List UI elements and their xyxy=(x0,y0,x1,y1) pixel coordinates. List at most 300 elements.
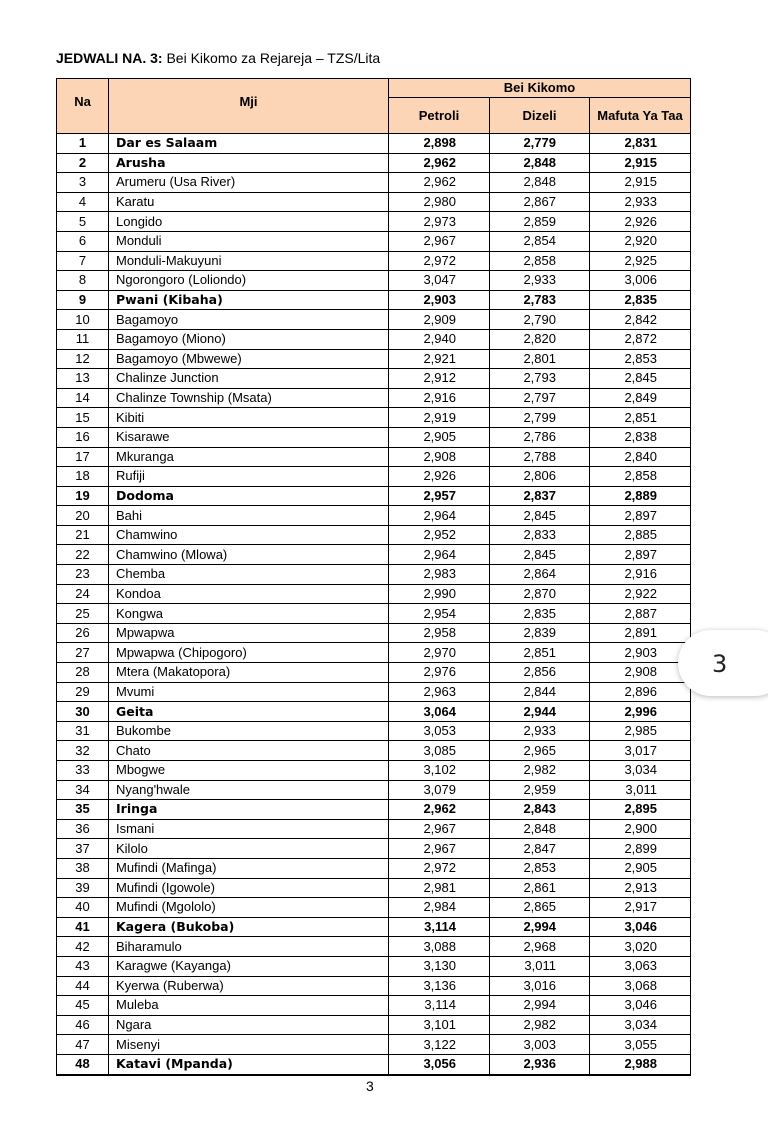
table-caption-text: Bei Kikomo za Rejareja – TZS/Lita xyxy=(166,50,381,66)
row-number: 20 xyxy=(57,506,109,526)
region-row xyxy=(57,800,691,820)
table-row xyxy=(57,447,691,467)
city-name: Ngorongoro (Loliondo) xyxy=(109,271,389,291)
city-name: Dodoma xyxy=(109,486,389,506)
petroli-price: 2,958 xyxy=(389,623,490,643)
city-name: Katavi (Mpanda) xyxy=(109,1054,389,1074)
petroli-price: 2,962 xyxy=(389,800,490,820)
dizeli-price: 2,848 xyxy=(490,819,590,839)
dizeli-price: 2,864 xyxy=(490,565,590,585)
city-name: Biharamulo xyxy=(109,937,389,957)
table-row xyxy=(57,545,691,565)
city-name: Ismani xyxy=(109,819,389,839)
dizeli-price: 2,806 xyxy=(490,467,590,487)
dizeli-price: 2,994 xyxy=(490,917,590,937)
fuel-price-table xyxy=(56,78,691,1076)
dizeli-price: 2,844 xyxy=(490,682,590,702)
city-name: Mbogwe xyxy=(109,761,389,781)
table-row xyxy=(57,761,691,781)
dizeli-price: 2,867 xyxy=(490,192,590,212)
mafuta-ya-taa-price: 3,068 xyxy=(590,976,691,996)
mafuta-ya-taa-price: 2,917 xyxy=(590,898,691,918)
row-number: 46 xyxy=(57,1015,109,1035)
region-row xyxy=(57,134,691,154)
mafuta-ya-taa-price: 2,925 xyxy=(590,251,691,271)
mafuta-ya-taa-price: 2,915 xyxy=(590,173,691,193)
table-row xyxy=(57,271,691,291)
table-row xyxy=(57,956,691,976)
dizeli-price: 2,856 xyxy=(490,663,590,683)
row-number: 35 xyxy=(57,800,109,820)
row-number: 43 xyxy=(57,956,109,976)
row-number: 44 xyxy=(57,976,109,996)
city-name: Chamwino xyxy=(109,525,389,545)
dizeli-price: 2,845 xyxy=(490,545,590,565)
city-name: Arusha xyxy=(109,153,389,173)
city-name: Bagamoyo (Mbwewe) xyxy=(109,349,389,369)
table-row xyxy=(57,212,691,232)
dizeli-price: 2,865 xyxy=(490,898,590,918)
mafuta-ya-taa-price: 2,853 xyxy=(590,349,691,369)
mafuta-ya-taa-price: 2,996 xyxy=(590,702,691,722)
column-group-header-bei-kikomo: Bei Kikomo xyxy=(389,79,691,98)
dizeli-price: 2,933 xyxy=(490,271,590,291)
page-indicator-number: 3 xyxy=(712,650,728,678)
table-row xyxy=(57,1035,691,1055)
mafuta-ya-taa-price: 2,920 xyxy=(590,231,691,251)
city-name: Kilolo xyxy=(109,839,389,859)
petroli-price: 2,964 xyxy=(389,506,490,526)
dizeli-price: 2,859 xyxy=(490,212,590,232)
petroli-price: 2,962 xyxy=(389,153,490,173)
city-name: Kisarawe xyxy=(109,427,389,447)
table-row xyxy=(57,976,691,996)
page-indicator-badge[interactable] xyxy=(678,630,768,696)
row-number: 25 xyxy=(57,604,109,624)
petroli-price: 2,912 xyxy=(389,369,490,389)
dizeli-price: 3,003 xyxy=(490,1035,590,1055)
city-name: Mufindi (Mafinga) xyxy=(109,858,389,878)
dizeli-price: 2,779 xyxy=(490,134,590,154)
row-number: 48 xyxy=(57,1054,109,1074)
petroli-price: 2,905 xyxy=(389,427,490,447)
row-number: 32 xyxy=(57,741,109,761)
mafuta-ya-taa-price: 2,845 xyxy=(590,369,691,389)
row-number: 41 xyxy=(57,917,109,937)
mafuta-ya-taa-price: 2,908 xyxy=(590,663,691,683)
mafuta-ya-taa-price: 3,020 xyxy=(590,937,691,957)
petroli-price: 3,136 xyxy=(389,976,490,996)
table-row xyxy=(57,878,691,898)
dizeli-price: 2,845 xyxy=(490,506,590,526)
region-row xyxy=(57,486,691,506)
petroli-price: 3,085 xyxy=(389,741,490,761)
mafuta-ya-taa-price: 2,903 xyxy=(590,643,691,663)
mafuta-ya-taa-price: 2,897 xyxy=(590,506,691,526)
mafuta-ya-taa-price: 3,055 xyxy=(590,1035,691,1055)
petroli-price: 2,970 xyxy=(389,643,490,663)
city-name: Arumeru (Usa River) xyxy=(109,173,389,193)
table-row xyxy=(57,663,691,683)
row-number: 21 xyxy=(57,525,109,545)
petroli-price: 3,122 xyxy=(389,1035,490,1055)
petroli-price: 2,919 xyxy=(389,408,490,428)
city-name: Kyerwa (Ruberwa) xyxy=(109,976,389,996)
city-name: Bukombe xyxy=(109,721,389,741)
row-number: 42 xyxy=(57,937,109,957)
petroli-price: 2,921 xyxy=(389,349,490,369)
table-row xyxy=(57,427,691,447)
dizeli-price: 2,870 xyxy=(490,584,590,604)
city-name: Kibiti xyxy=(109,408,389,428)
column-header-mafuta-ya-taa: Mafuta Ya Taa xyxy=(590,98,691,134)
table-row xyxy=(57,1015,691,1035)
table-row xyxy=(57,173,691,193)
dizeli-price: 2,788 xyxy=(490,447,590,467)
dizeli-price: 3,011 xyxy=(490,956,590,976)
table-row xyxy=(57,251,691,271)
dizeli-price: 2,982 xyxy=(490,761,590,781)
petroli-price: 2,940 xyxy=(389,329,490,349)
table-row xyxy=(57,565,691,585)
city-name: Karagwe (Kayanga) xyxy=(109,956,389,976)
dizeli-price: 2,959 xyxy=(490,780,590,800)
mafuta-ya-taa-price: 2,913 xyxy=(590,878,691,898)
dizeli-price: 2,944 xyxy=(490,702,590,722)
dizeli-price: 2,839 xyxy=(490,623,590,643)
row-number: 23 xyxy=(57,565,109,585)
table-row xyxy=(57,858,691,878)
table-row xyxy=(57,623,691,643)
petroli-price: 2,967 xyxy=(389,839,490,859)
mafuta-ya-taa-price: 2,922 xyxy=(590,584,691,604)
dizeli-price: 2,847 xyxy=(490,839,590,859)
city-name: Geita xyxy=(109,702,389,722)
row-number: 17 xyxy=(57,447,109,467)
city-name: Rufiji xyxy=(109,467,389,487)
dizeli-price: 2,854 xyxy=(490,231,590,251)
row-number: 24 xyxy=(57,584,109,604)
mafuta-ya-taa-price: 2,915 xyxy=(590,153,691,173)
row-number: 19 xyxy=(57,486,109,506)
column-header-dizeli: Dizeli xyxy=(490,98,590,134)
city-name: Ngara xyxy=(109,1015,389,1035)
region-row xyxy=(57,917,691,937)
petroli-price: 3,114 xyxy=(389,917,490,937)
table-caption xyxy=(56,48,380,68)
dizeli-price: 2,790 xyxy=(490,310,590,330)
dizeli-price: 2,797 xyxy=(490,388,590,408)
city-name: Mufindi (Igowole) xyxy=(109,878,389,898)
city-name: Chalinze Township (Msata) xyxy=(109,388,389,408)
city-name: Karatu xyxy=(109,192,389,212)
dizeli-price: 2,843 xyxy=(490,800,590,820)
mafuta-ya-taa-price: 2,896 xyxy=(590,682,691,702)
table-row xyxy=(57,584,691,604)
city-name: Chemba xyxy=(109,565,389,585)
row-number: 31 xyxy=(57,721,109,741)
mafuta-ya-taa-price: 2,885 xyxy=(590,525,691,545)
row-number: 29 xyxy=(57,682,109,702)
dizeli-price: 2,853 xyxy=(490,858,590,878)
row-number: 15 xyxy=(57,408,109,428)
column-header-petroli: Petroli xyxy=(389,98,490,134)
city-name: Mtera (Makatopora) xyxy=(109,663,389,683)
table-row xyxy=(57,780,691,800)
table-row xyxy=(57,467,691,487)
mafuta-ya-taa-price: 2,985 xyxy=(590,721,691,741)
table-body xyxy=(57,134,691,1075)
mafuta-ya-taa-price: 2,988 xyxy=(590,1054,691,1074)
mafuta-ya-taa-price: 2,926 xyxy=(590,212,691,232)
petroli-price: 2,952 xyxy=(389,525,490,545)
petroli-price: 2,967 xyxy=(389,819,490,839)
row-number: 12 xyxy=(57,349,109,369)
dizeli-price: 2,793 xyxy=(490,369,590,389)
dizeli-price: 2,801 xyxy=(490,349,590,369)
petroli-price: 3,130 xyxy=(389,956,490,976)
table-row xyxy=(57,996,691,1016)
table-row xyxy=(57,369,691,389)
table-row xyxy=(57,388,691,408)
row-number: 11 xyxy=(57,329,109,349)
row-number: 2 xyxy=(57,153,109,173)
table-row xyxy=(57,819,691,839)
row-number: 38 xyxy=(57,858,109,878)
city-name: Mkuranga xyxy=(109,447,389,467)
petroli-price: 3,053 xyxy=(389,721,490,741)
mafuta-ya-taa-price: 3,034 xyxy=(590,1015,691,1035)
petroli-price: 2,908 xyxy=(389,447,490,467)
mafuta-ya-taa-price: 3,046 xyxy=(590,996,691,1016)
dizeli-price: 2,965 xyxy=(490,741,590,761)
petroli-price: 2,967 xyxy=(389,231,490,251)
region-row xyxy=(57,290,691,310)
row-number: 34 xyxy=(57,780,109,800)
city-name: Bagamoyo xyxy=(109,310,389,330)
dizeli-price: 2,933 xyxy=(490,721,590,741)
mafuta-ya-taa-price: 3,006 xyxy=(590,271,691,291)
city-name: Muleba xyxy=(109,996,389,1016)
mafuta-ya-taa-price: 2,851 xyxy=(590,408,691,428)
row-number: 27 xyxy=(57,643,109,663)
dizeli-price: 2,858 xyxy=(490,251,590,271)
mafuta-ya-taa-price: 3,017 xyxy=(590,741,691,761)
mafuta-ya-taa-price: 2,858 xyxy=(590,467,691,487)
row-number: 36 xyxy=(57,819,109,839)
row-number: 1 xyxy=(57,134,109,154)
petroli-price: 2,964 xyxy=(389,545,490,565)
city-name: Monduli-Makuyuni xyxy=(109,251,389,271)
petroli-price: 2,954 xyxy=(389,604,490,624)
table-row xyxy=(57,839,691,859)
row-number: 28 xyxy=(57,663,109,683)
dizeli-price: 2,994 xyxy=(490,996,590,1016)
mafuta-ya-taa-price: 3,034 xyxy=(590,761,691,781)
petroli-price: 2,972 xyxy=(389,858,490,878)
page-number: 3 xyxy=(366,1078,374,1094)
petroli-price: 2,898 xyxy=(389,134,490,154)
city-name: Mufindi (Mgololo) xyxy=(109,898,389,918)
table-row xyxy=(57,192,691,212)
table-row xyxy=(57,937,691,957)
dizeli-price: 2,786 xyxy=(490,427,590,447)
petroli-price: 2,926 xyxy=(389,467,490,487)
city-name: Chato xyxy=(109,741,389,761)
city-name: Bahi xyxy=(109,506,389,526)
dizeli-price: 2,835 xyxy=(490,604,590,624)
city-name: Misenyi xyxy=(109,1035,389,1055)
row-number: 9 xyxy=(57,290,109,310)
petroli-price: 2,983 xyxy=(389,565,490,585)
mafuta-ya-taa-price: 2,891 xyxy=(590,623,691,643)
table-row xyxy=(57,231,691,251)
row-number: 22 xyxy=(57,545,109,565)
petroli-price: 3,114 xyxy=(389,996,490,1016)
region-row xyxy=(57,702,691,722)
row-number: 7 xyxy=(57,251,109,271)
table-caption-label: JEDWALI NA. 3: xyxy=(56,50,163,66)
row-number: 3 xyxy=(57,173,109,193)
row-number: 30 xyxy=(57,702,109,722)
row-number: 5 xyxy=(57,212,109,232)
dizeli-price: 2,968 xyxy=(490,937,590,957)
dizeli-price: 2,833 xyxy=(490,525,590,545)
petroli-price: 2,909 xyxy=(389,310,490,330)
row-number: 6 xyxy=(57,231,109,251)
mafuta-ya-taa-price: 2,895 xyxy=(590,800,691,820)
petroli-price: 2,980 xyxy=(389,192,490,212)
city-name: Mvumi xyxy=(109,682,389,702)
table-row xyxy=(57,604,691,624)
dizeli-price: 2,848 xyxy=(490,153,590,173)
petroli-price: 3,056 xyxy=(389,1054,490,1074)
city-name: Chamwino (Mlowa) xyxy=(109,545,389,565)
row-number: 37 xyxy=(57,839,109,859)
table-row xyxy=(57,682,691,702)
mafuta-ya-taa-price: 2,900 xyxy=(590,819,691,839)
city-name: Chalinze Junction xyxy=(109,369,389,389)
dizeli-price: 2,783 xyxy=(490,290,590,310)
mafuta-ya-taa-price: 2,835 xyxy=(590,290,691,310)
table-row xyxy=(57,741,691,761)
row-number: 33 xyxy=(57,761,109,781)
petroli-price: 2,903 xyxy=(389,290,490,310)
row-number: 14 xyxy=(57,388,109,408)
city-name: Kagera (Bukoba) xyxy=(109,917,389,937)
mafuta-ya-taa-price: 2,838 xyxy=(590,427,691,447)
dizeli-price: 2,861 xyxy=(490,878,590,898)
city-name: Iringa xyxy=(109,800,389,820)
petroli-price: 2,973 xyxy=(389,212,490,232)
petroli-price: 2,963 xyxy=(389,682,490,702)
city-name: Monduli xyxy=(109,231,389,251)
petroli-price: 3,102 xyxy=(389,761,490,781)
dizeli-price: 2,848 xyxy=(490,173,590,193)
petroli-price: 3,088 xyxy=(389,937,490,957)
dizeli-price: 2,799 xyxy=(490,408,590,428)
petroli-price: 2,976 xyxy=(389,663,490,683)
region-row xyxy=(57,153,691,173)
mafuta-ya-taa-price: 2,872 xyxy=(590,329,691,349)
table-row xyxy=(57,506,691,526)
dizeli-price: 3,016 xyxy=(490,976,590,996)
dizeli-price: 2,837 xyxy=(490,486,590,506)
table-row xyxy=(57,408,691,428)
row-number: 26 xyxy=(57,623,109,643)
mafuta-ya-taa-price: 2,905 xyxy=(590,858,691,878)
mafuta-ya-taa-price: 2,831 xyxy=(590,134,691,154)
dizeli-price: 2,982 xyxy=(490,1015,590,1035)
petroli-price: 3,047 xyxy=(389,271,490,291)
petroli-price: 2,962 xyxy=(389,173,490,193)
petroli-price: 2,916 xyxy=(389,388,490,408)
dizeli-price: 2,851 xyxy=(490,643,590,663)
table-row xyxy=(57,310,691,330)
table-row xyxy=(57,349,691,369)
city-name: Longido xyxy=(109,212,389,232)
mafuta-ya-taa-price: 2,842 xyxy=(590,310,691,330)
table-row xyxy=(57,898,691,918)
petroli-price: 2,981 xyxy=(389,878,490,898)
table-row xyxy=(57,721,691,741)
dizeli-price: 2,936 xyxy=(490,1054,590,1074)
city-name: Kongwa xyxy=(109,604,389,624)
mafuta-ya-taa-price: 3,063 xyxy=(590,956,691,976)
row-number: 39 xyxy=(57,878,109,898)
row-number: 13 xyxy=(57,369,109,389)
petroli-price: 2,972 xyxy=(389,251,490,271)
region-row xyxy=(57,1054,691,1074)
row-number: 45 xyxy=(57,996,109,1016)
mafuta-ya-taa-price: 2,916 xyxy=(590,565,691,585)
table-row xyxy=(57,643,691,663)
column-header-mji: Mji xyxy=(109,79,389,134)
petroli-price: 2,984 xyxy=(389,898,490,918)
row-number: 8 xyxy=(57,271,109,291)
row-number: 18 xyxy=(57,467,109,487)
mafuta-ya-taa-price: 2,899 xyxy=(590,839,691,859)
row-number: 47 xyxy=(57,1035,109,1055)
mafuta-ya-taa-price: 2,887 xyxy=(590,604,691,624)
petroli-price: 3,064 xyxy=(389,702,490,722)
row-number: 40 xyxy=(57,898,109,918)
mafuta-ya-taa-price: 3,046 xyxy=(590,917,691,937)
mafuta-ya-taa-price: 2,889 xyxy=(590,486,691,506)
petroli-price: 2,957 xyxy=(389,486,490,506)
city-name: Nyang'hwale xyxy=(109,780,389,800)
row-number: 16 xyxy=(57,427,109,447)
city-name: Mpwapwa xyxy=(109,623,389,643)
city-name: Mpwapwa (Chipogoro) xyxy=(109,643,389,663)
city-name: Kondoa xyxy=(109,584,389,604)
petroli-price: 3,079 xyxy=(389,780,490,800)
city-name: Dar es Salaam xyxy=(109,134,389,154)
petroli-price: 3,101 xyxy=(389,1015,490,1035)
petroli-price: 2,990 xyxy=(389,584,490,604)
dizeli-price: 2,820 xyxy=(490,329,590,349)
row-number: 10 xyxy=(57,310,109,330)
table-row xyxy=(57,329,691,349)
table-row xyxy=(57,525,691,545)
city-name: Bagamoyo (Miono) xyxy=(109,329,389,349)
row-number: 4 xyxy=(57,192,109,212)
column-header-na: Na xyxy=(57,79,109,134)
mafuta-ya-taa-price: 3,011 xyxy=(590,780,691,800)
mafuta-ya-taa-price: 2,897 xyxy=(590,545,691,565)
mafuta-ya-taa-price: 2,849 xyxy=(590,388,691,408)
mafuta-ya-taa-price: 2,840 xyxy=(590,447,691,467)
